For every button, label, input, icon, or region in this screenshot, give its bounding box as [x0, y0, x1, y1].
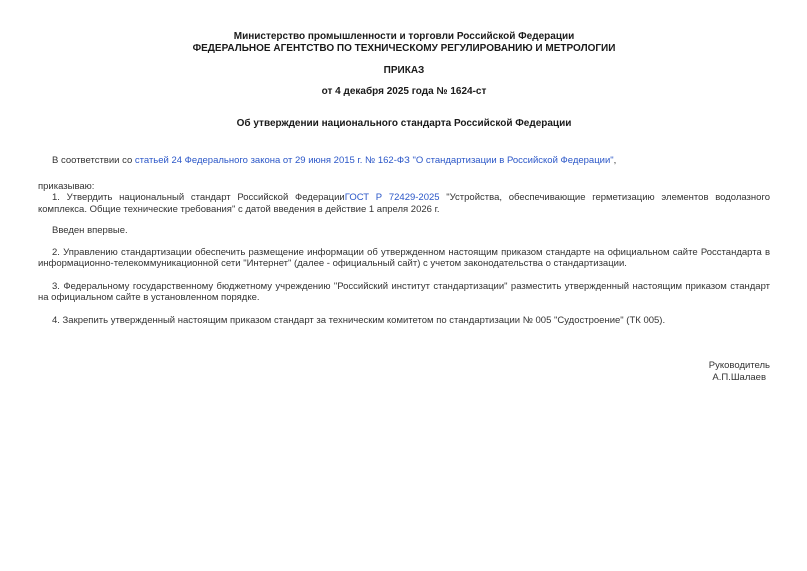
intro-text-prefix: В соответствии со	[52, 155, 135, 166]
signature-block	[38, 360, 770, 383]
doc-title: Об утверждении национального стандарта Российской Федерации	[236, 118, 572, 129]
introduced-first-paragraph: Введен впервые.	[52, 225, 128, 236]
order-item-4: 4. Закрепить утвержденный настоящим приказом стандарт за техническим комитетом по стандартизации № 005 "Судостроение" (ТК 005).	[52, 314, 666, 326]
intro-paragraph	[38, 155, 770, 167]
order-item-3: 3. Федеральному государственному бюджетному учреждению "Российский институт стандартизации" разместить утвержденный настоящим приказом стандарт на официальном сайте в установленном порядке.	[38, 280, 770, 303]
order-item-1	[38, 192, 770, 215]
item1-text-suffix: "Устройства, обеспечивающие герметизацию элементов водолазного комплекса. Общие технические требования" с датой введения в действие 1 апреля 2026 г.	[38, 192, 770, 215]
document-header	[38, 31, 770, 130]
order-item-2: 2. Управлению стандартизации обеспечить размещение информации об утвержденном настоящим приказом стандарте на официальном сайте Росстандарта в информационно-телекоммуникационной сети "Интернет" (далее - официальный сайт) с учетом законодательства о стандартизации.	[38, 246, 770, 269]
agency-line: ФЕДЕРАЛЬНОЕ АГЕНТСТВО ПО ТЕХНИЧЕСКОМУ РЕГУЛИРОВАНИЮ И МЕТРОЛОГИИ	[192, 43, 616, 54]
doc-date-number: от 4 декабря 2025 года № 1624-ст	[321, 86, 487, 97]
law-reference-link[interactable]: статьей 24 Федерального закона от 29 июня 2015 г. № 162-ФЗ "О стандартизации в Российской Федерации"	[134, 155, 614, 166]
item1-text-prefix: 1. Утвердить национальный стандарт Российской Федерации	[52, 192, 345, 203]
order-word: приказываю:	[38, 180, 95, 192]
document-body	[38, 155, 770, 326]
gost-standard-link[interactable]: ГОСТ Р 72429-2025	[344, 192, 440, 203]
doc-type-label: ПРИКАЗ	[383, 65, 425, 76]
intro-text-suffix: ,	[613, 155, 617, 166]
signer-name: А.П.Шалаев	[712, 371, 766, 383]
ministry-line: Министерство промышленности и торговли Российской Федерации	[233, 31, 575, 42]
signer-position: Руководитель	[708, 360, 770, 371]
